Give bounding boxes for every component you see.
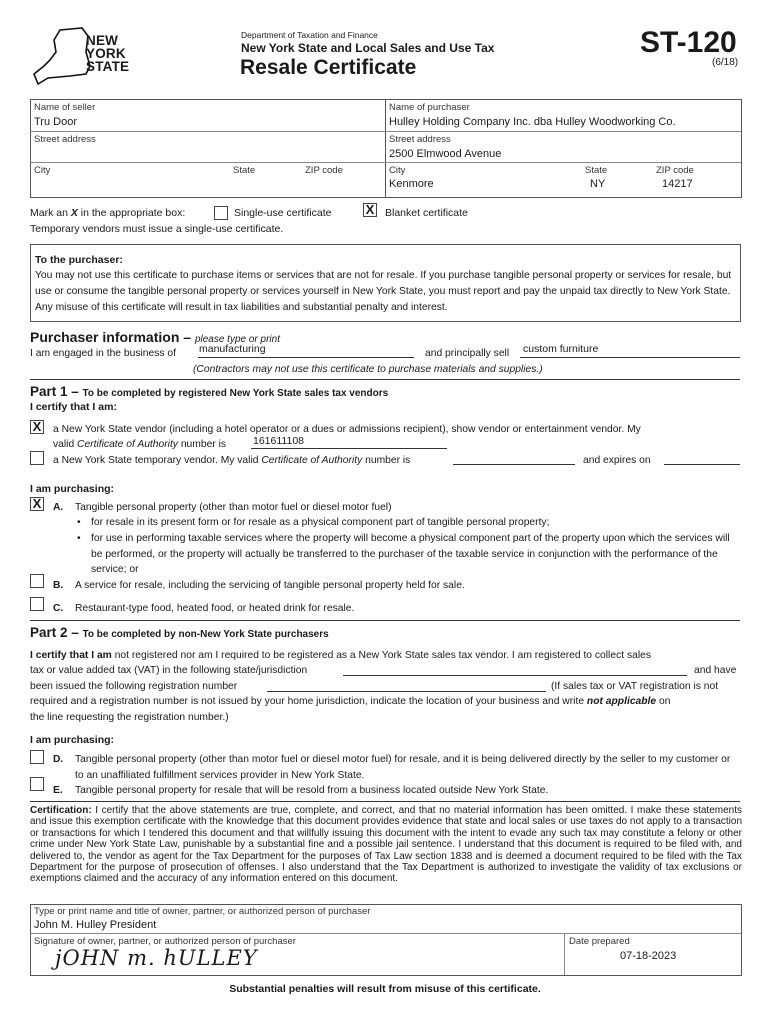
logo-text: NEW YORK STATE — [86, 33, 130, 74]
option-d-text: Tangible personal property (other than motor fuel or diesel motor fuel) for resale, and it is being delivered directly by the seller to my customer or to an unaffiliated fulfillment services provider in New York State. — [75, 754, 731, 781]
seller-state-label: State — [233, 165, 256, 176]
seller-street-label: Street address — [34, 134, 96, 145]
part1-purchasing: I am purchasing: — [30, 483, 115, 495]
purchaser-state-field[interactable]: NY — [590, 178, 606, 190]
option-b-checkbox[interactable] — [30, 574, 44, 588]
business-field[interactable]: manufacturing — [199, 343, 266, 355]
blanket-label: Blanket certificate — [385, 207, 468, 219]
option-a-text: Tangible personal property (other than motor fuel or diesel motor fuel) — [75, 502, 392, 513]
form-revision: (6/18) — [712, 57, 739, 68]
cert-type-prompt: Mark an X in the appropriate box: — [30, 207, 186, 219]
authority-number-field[interactable]: 161611108 — [253, 435, 304, 447]
purchaser-state-label: State — [585, 165, 608, 176]
business-prefix: I am engaged in the business of — [30, 348, 176, 359]
option-c-text: Restaurant-type food, heated food, or heated drink for resale. — [75, 603, 355, 614]
temp-vendor-text: a New York State temporary vendor. My valid Certificate of Authority number is — [53, 455, 411, 466]
temp-authority-field[interactable] — [453, 464, 575, 465]
bullet-dot: • — [77, 533, 81, 544]
option-e-text: Tangible personal property for resale that will be resold from a business located outside New York State. — [75, 785, 549, 796]
option-c-checkbox[interactable] — [30, 597, 44, 611]
date-label: Date prepared — [569, 936, 630, 947]
purchaser-name-field[interactable]: Hulley Holding Company Inc. dba Hulley Woodworking Co. — [389, 116, 676, 128]
signature-field[interactable]: jOHN m. hULLEY — [55, 946, 258, 970]
purchaser-street-label: Street address — [389, 134, 451, 145]
seller-name-field[interactable]: Tru Door — [34, 116, 77, 128]
part2-heading: Part 2 – To be completed by non-New York State purchasers — [30, 625, 329, 640]
option-a-checkbox[interactable]: X — [30, 497, 44, 511]
signer-name-field[interactable]: John M. Hulley President — [34, 919, 157, 931]
contractors-note: (Contractors may not use this certificate to purchase materials and supplies.) — [193, 364, 543, 375]
purchaser-zip-field[interactable]: 14217 — [662, 178, 693, 190]
option-e-checkbox[interactable] — [30, 777, 44, 791]
purchaser-street-field[interactable]: 2500 Elmwood Avenue — [389, 148, 502, 160]
blanket-checkbox[interactable]: X — [363, 203, 377, 217]
signature-label: Signature of owner, partner, or authorized person of purchaser — [34, 936, 296, 947]
penalty-footer: Substantial penalties will result from misuse of this certificate. — [229, 983, 541, 995]
part2-line2-end: and have — [694, 665, 737, 676]
purchaser-city-label: City — [389, 165, 406, 176]
part2-line1: I certify that I am not registered nor am I required to be registered as a New York State sales tax vendor. I am registered to collect sales — [30, 650, 651, 661]
to-purchaser-heading: To the purchaser: — [35, 254, 123, 266]
nys-vendor-checkbox[interactable]: X — [30, 420, 44, 434]
option-d-checkbox[interactable] — [30, 750, 44, 764]
sell-field[interactable]: custom furniture — [523, 343, 599, 355]
option-c-letter: C. — [53, 603, 64, 614]
signer-name-label: Type or print name and title of owner, partner, or authorized person of purchaser — [34, 906, 371, 917]
option-b-text: A service for resale, including the servicing of tangible personal property held for sale. — [75, 580, 465, 591]
part2-line3-end: (If sales tax or VAT registration is not — [551, 681, 719, 692]
form-number: ST-120 — [640, 26, 737, 59]
option-e-letter: E. — [53, 785, 63, 796]
to-purchaser-body: You may not use this certificate to purchase items or services that are not for resale. If you purchase tangible personal property or services for resale, but use or consume the tangible personal property or services yourself in New York State, you must report and pay the unpaid tax directly to New York State. Any misuse of this certificate will result in tax liabilities and substantial penalty and interest. — [35, 270, 732, 313]
date-field[interactable]: 07-18-2023 — [620, 950, 677, 962]
ny-state-logo — [30, 22, 140, 90]
purchaser-name-label: Name of purchaser — [389, 102, 470, 113]
temp-vendor-checkbox[interactable] — [30, 451, 44, 465]
seller-zip-label: ZIP code — [305, 165, 343, 176]
option-a-bullet2: for use in performing taxable services where the property will become a physical component part of the property upon which the services will be performed, or the property will actually be transferred to the purchaser of the taxable service in conjunction with the performance of the service; or — [91, 533, 730, 576]
option-d-letter: D. — [53, 754, 64, 765]
purchaser-city-field[interactable]: Kenmore — [389, 178, 434, 190]
purchaser-info-heading: Purchaser information – please type or print — [30, 329, 280, 345]
purchaser-zip-label: ZIP code — [656, 165, 694, 176]
part2-line5: the line requesting the registration number.) — [30, 712, 229, 723]
nys-vendor-text2: valid Certificate of Authority number is — [53, 439, 227, 450]
sell-prefix: and principally sell — [425, 348, 510, 359]
part2-line3: been issued the following registration number — [30, 681, 238, 692]
department-name: Department of Taxation and Finance — [241, 30, 378, 40]
part2-line2: tax or value added tax (VAT) in the following state/jurisdiction — [30, 665, 308, 676]
part1-certify: I certify that I am: — [30, 401, 117, 413]
single-use-checkbox[interactable] — [214, 206, 228, 220]
option-a-bullet1: for resale in its present form or for resale as a physical component part of tangible personal property; — [91, 517, 550, 528]
jurisdiction-field[interactable] — [343, 675, 687, 676]
form-subtitle: New York State and Local Sales and Use Tax — [241, 41, 495, 55]
seller-purchaser-table — [30, 99, 742, 198]
form-title: Resale Certificate — [240, 56, 417, 79]
temp-expires-label: and expires on — [583, 455, 651, 466]
option-a-letter: A. — [53, 502, 64, 513]
temporary-vendor-note: Temporary vendors must issue a single-use certificate. — [30, 223, 284, 235]
certification-text: Certification: I certify that the above statements are true, complete, and correct, and that no material information has been omitted. I make these statements and issue this exemption certificate with the knowledge that this document provides evidence that state and local sales or use taxes do not apply to a transaction or transactions for which I tendered this document and that willfully issuing this document with the intent to evade any such tax may constitute a felony or other crime under New York State Law, punishable by a substantial fine and a possible jail sentence. I understand that this document is required to be filed with, and delivered to, the vendor as agent for the Tax Department for the purposes of Tax Law section 1838 and is deemed a document required to be filed with the Tax Department for the purpose of prosecution of offenses. I also understand that the Tax Department is authorized to investigate the validity of tax exclusions or exemptions claimed and the accuracy of any information entered on this document. — [30, 805, 742, 885]
seller-city-label: City — [34, 165, 51, 176]
part2-purchasing: I am purchasing: — [30, 734, 115, 746]
bullet-dot: • — [77, 517, 81, 528]
temp-expires-field[interactable] — [664, 464, 740, 465]
option-b-letter: B. — [53, 580, 64, 591]
seller-name-label: Name of seller — [34, 102, 96, 113]
part2-line4: required and a registration number is not issued by your home jurisdiction, indicate the location of your business and write not applicable on — [30, 696, 671, 707]
registration-number-field[interactable] — [267, 691, 546, 692]
nys-vendor-text: a New York State vendor (including a hotel operator or a dues or admissions recipient), show vendor or entertainment vendor. My — [53, 424, 641, 435]
part1-heading: Part 1 – To be completed by registered New York State sales tax vendors — [30, 384, 389, 399]
single-use-label: Single-use certificate — [234, 207, 332, 219]
